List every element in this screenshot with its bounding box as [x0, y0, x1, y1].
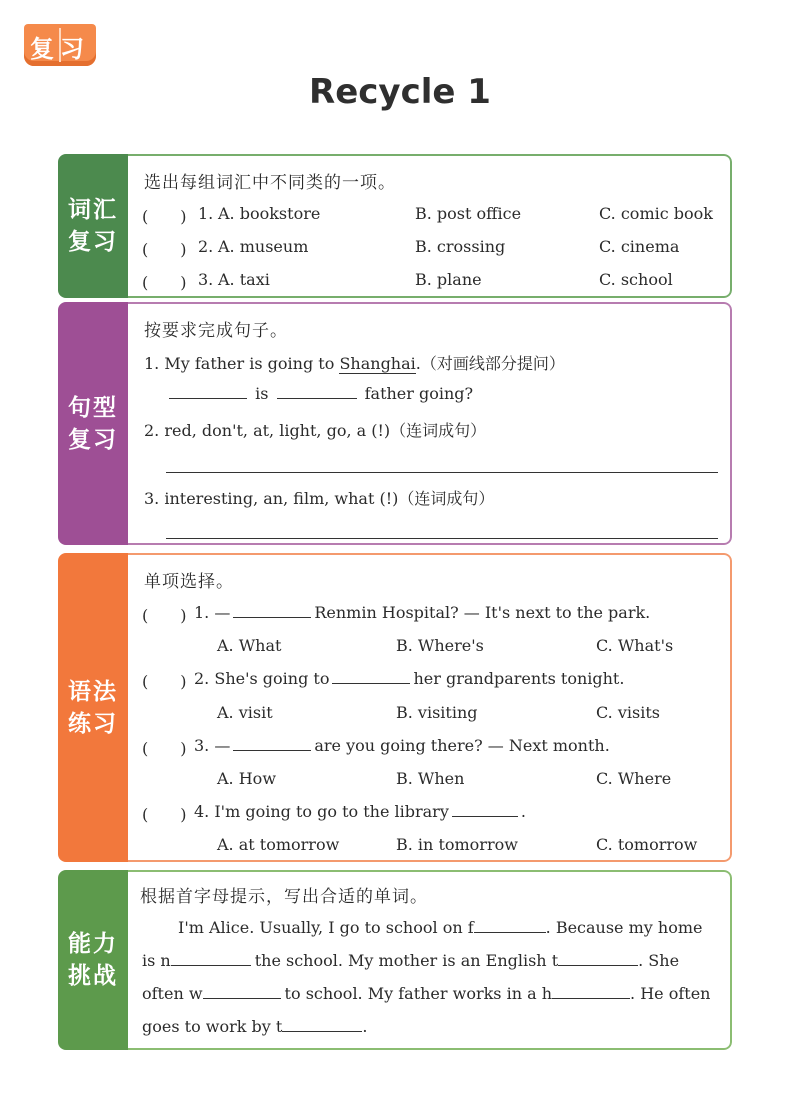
vocab-q2-a: A. museum	[218, 237, 309, 256]
grammar-tab	[58, 553, 128, 862]
grammar-body	[128, 553, 732, 862]
sentence-tab	[58, 302, 128, 545]
challenge-tab-line1: 能力	[68, 931, 118, 957]
vocab-q3-c: C. school	[599, 270, 673, 289]
vocab-q3-b: B. plane	[415, 270, 482, 289]
grammar-q1-pre: 1. —	[194, 603, 231, 622]
grammar-q1-c: C. What's	[596, 636, 674, 655]
grammar-instruction: 单项选择。	[144, 572, 234, 592]
grammar-q3-paren[interactable]: ( )	[142, 739, 187, 758]
vocab-q1-num: 1.	[198, 204, 214, 223]
challenge-tab-line2: 挑战	[68, 963, 118, 989]
vocab-tab-line1: 词汇	[68, 197, 118, 223]
grammar-q1-blank[interactable]	[233, 603, 311, 618]
grammar-q3-post: are you going there? — Next month.	[314, 736, 610, 755]
challenge-l3-b: to school. My father works in a h	[284, 984, 553, 1003]
vocab-q2-c: C. cinema	[599, 237, 680, 256]
challenge-line-3	[142, 984, 710, 1003]
challenge-l2-c: . She	[638, 951, 680, 970]
grammar-q3-stem	[194, 736, 610, 755]
sentence-q1-answer-end: father going?	[364, 384, 474, 403]
grammar-q2-paren[interactable]: ( )	[142, 672, 187, 691]
sentence-q3-answer-line[interactable]	[166, 538, 718, 539]
vocab-q2-b: B. crossing	[415, 237, 506, 256]
grammar-q2-c: C. visits	[596, 703, 660, 722]
vocab-q3-a: A. taxi	[218, 270, 270, 289]
grammar-q3-pre: 3. —	[194, 736, 231, 755]
grammar-q4-paren[interactable]: ( )	[142, 805, 187, 824]
sentence-q1-answer	[166, 384, 473, 403]
challenge-line-1	[178, 918, 702, 937]
grammar-tab-line1: 语法	[68, 678, 118, 705]
grammar-q3-blank[interactable]	[233, 736, 311, 751]
grammar-q2-pre: 2. She's going to	[194, 669, 330, 688]
sentence-q1-underlined: Shanghai	[339, 354, 416, 373]
review-badge	[24, 24, 96, 66]
challenge-l2-a: is n	[142, 951, 171, 970]
sentence-section	[58, 302, 732, 545]
grammar-q1-post: Renmin Hospital? — It's next to the park.	[314, 603, 651, 622]
sentence-body	[128, 302, 732, 545]
vocab-tab-line2: 复习	[68, 229, 118, 255]
grammar-q4-a: A. at tomorrow	[217, 835, 340, 854]
grammar-q1-a: A. What	[217, 636, 282, 655]
grammar-q3-b: B. When	[396, 769, 465, 788]
challenge-blank-w[interactable]	[203, 984, 281, 999]
grammar-q4-stem	[194, 802, 526, 821]
sentence-q1-post: .（对画线部分提问）	[415, 354, 565, 373]
challenge-blank-n[interactable]	[171, 951, 251, 966]
grammar-q4-c: C. tomorrow	[596, 835, 698, 854]
vocab-q2-paren[interactable]: ( )	[142, 240, 187, 259]
challenge-section	[58, 870, 732, 1050]
challenge-l1-b: . Because my home	[545, 918, 703, 937]
challenge-l4-b: .	[362, 1017, 368, 1036]
challenge-l3-c: . He often	[630, 984, 711, 1003]
challenge-line-2	[142, 951, 679, 970]
sentence-q2-answer-line[interactable]	[166, 472, 718, 473]
challenge-l4-a: goes to work by t	[142, 1017, 283, 1036]
sentence-tab-line2: 复习	[68, 426, 118, 453]
sentence-q1-blank-2[interactable]	[277, 384, 357, 399]
vocab-q1-c: C. comic book	[599, 204, 713, 223]
grammar-q2-a: A. visit	[217, 703, 273, 722]
sentence-instruction: 按要求完成句子。	[144, 321, 288, 341]
sentence-q1-answer-mid: is	[255, 384, 269, 403]
challenge-l2-b: the school. My mother is an English t	[254, 951, 559, 970]
sentence-q1-blank-1[interactable]	[169, 384, 247, 399]
grammar-q4-b: B. in tomorrow	[396, 835, 518, 854]
vocab-q1-paren[interactable]: ( )	[142, 207, 187, 226]
grammar-q4-blank[interactable]	[452, 802, 518, 817]
page-title: Recycle 1	[309, 72, 491, 112]
challenge-tab	[58, 870, 128, 1050]
vocab-q1-a: A. bookstore	[218, 204, 321, 223]
grammar-q1-paren[interactable]: ( )	[142, 606, 187, 625]
challenge-body	[128, 870, 732, 1050]
grammar-section	[58, 553, 732, 862]
grammar-q4-post: .	[520, 802, 526, 821]
vocab-q2-num: 2.	[198, 237, 214, 256]
sentence-q3: 3. interesting, an, film, what (!)（连词成句）	[144, 489, 495, 508]
vocab-tab	[58, 154, 128, 298]
grammar-q1-b: B. Where's	[396, 636, 484, 655]
sentence-q1-pre: 1. My father is going to	[144, 354, 335, 373]
vocab-section	[58, 154, 732, 298]
challenge-blank-t1[interactable]	[558, 951, 638, 966]
vocab-body	[128, 154, 732, 298]
vocab-q3-num: 3.	[198, 270, 214, 289]
vocab-q1-b: B. post office	[415, 204, 522, 223]
vocab-instruction: 选出每组词汇中不同类的一项。	[144, 173, 396, 193]
challenge-l1-a: I'm Alice. Usually, I go to school on f	[178, 918, 474, 937]
grammar-tab-line2: 练习	[68, 710, 118, 737]
challenge-blank-t2[interactable]	[282, 1017, 362, 1032]
grammar-q1-stem	[194, 603, 650, 622]
grammar-q4-pre: 4. I'm going to go to the library	[194, 802, 449, 821]
badge-label: 复习	[30, 35, 90, 63]
sentence-q2: 2. red, don't, at, light, go, a (!)（连词成句）	[144, 421, 487, 440]
challenge-blank-h[interactable]	[552, 984, 630, 999]
grammar-q2-b: B. visiting	[396, 703, 478, 722]
sentence-tab-line1: 句型	[68, 394, 118, 421]
challenge-blank-f[interactable]	[474, 918, 546, 933]
grammar-q2-stem	[194, 669, 624, 688]
challenge-l3-a: often w	[142, 984, 203, 1003]
challenge-instruction: 根据首字母提示，写出合适的单词。	[140, 887, 428, 907]
vocab-q3-paren[interactable]: ( )	[142, 273, 187, 292]
challenge-line-4	[142, 1017, 367, 1036]
grammar-q2-blank[interactable]	[332, 669, 410, 684]
sentence-q1	[144, 351, 565, 374]
grammar-q3-c: C. Where	[596, 769, 672, 788]
grammar-q3-a: A. How	[217, 769, 277, 788]
grammar-q2-post: her grandparents tonight.	[413, 669, 625, 688]
